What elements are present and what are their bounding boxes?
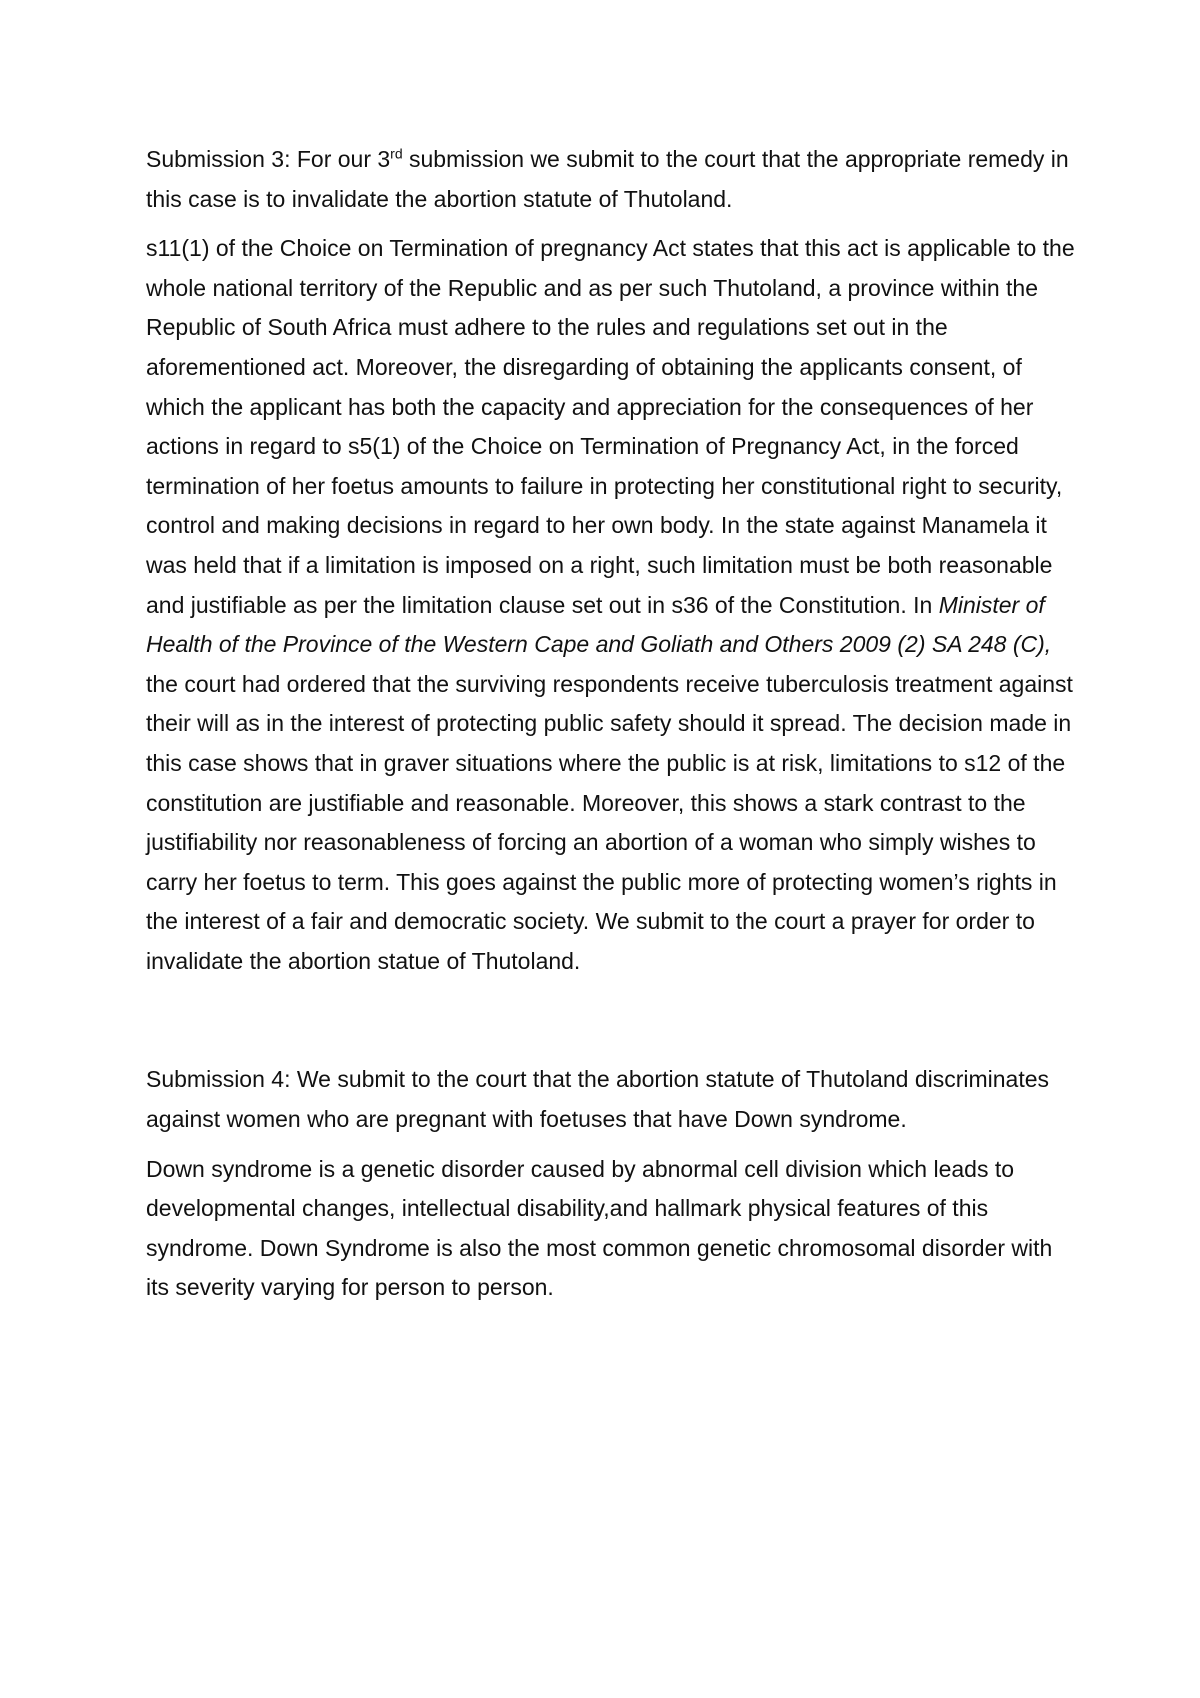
- submission-3-heading-rest: submission we submit to the court that the appropriate remedy in this case is to invalidate the abortion statute of Thutoland.: [146, 146, 1069, 212]
- submission-3-body-part2: the court had ordered that the surviving respondents receive tuberculosis treatment against their will as in the interest of protecting public safety should it spread. The decision made in this case shows that in graver situations where the public is at risk, limitations to s12 of the constitution are justifiable and reasonable. Moreover, this shows a stark contrast to the justifiability nor reasonableness of forcing an abortion of a woman who simply wishes to carry her foetus to term. This goes against the public more of protecting women’s rights in the interest of a fair and democratic society. We submit to the court a prayer for order to invalidate the abortion statue of Thutoland.: [146, 670, 1073, 974]
- submission-4-body: Down syndrome is a genetic disorder caused by abnormal cell division which leads to developmental changes, intellectual disability,and hallmark physical features of this syndrome. Down Syndrome is also the most common genetic chromosomal disorder with its severity varying for person to person.: [146, 1155, 1053, 1301]
- document-page: [146, 140, 1076, 1318]
- submission-3-body-part1: s11(1) of the Choice on Termination of pregnancy Act states that this act is applicable to the whole national territory of the Republic and as per such Thutoland, a province within the Republic of South Africa must adhere to the rules and regulations set out in the aforementioned act. Moreover, the disregarding of obtaining the applicants consent, of which the applicant has both the capacity and appreciation for the consequences of her actions in regard to s5(1) of the Choice on Termination of Pregnancy Act, in the forced termination of her foetus amounts to failure in protecting her constitutional right to security, control and making decisions in regard to her own body. In the state against Manamela it was held that if a limitation is imposed on a right, such limitation must be both reasonable and justifiable as per the limitation clause set out in s36 of the Constitution. In: [146, 235, 1075, 618]
- submission-4-heading: Submission 4: We submit to the court that the abortion statute of Thutoland discriminates against women who are pregnant with foetuses that have Down syndrome.: [146, 1066, 1050, 1133]
- case-citation: Minister of Health of the Province of the Western Cape and Goliath and Others 2009 (2) SA 248 (C),: [146, 591, 1052, 658]
- section-spacer: [146, 991, 1076, 1060]
- submission-3-heading-start: Submission 3: For our 3: [146, 146, 391, 172]
- submission-3-heading: [146, 140, 1076, 219]
- ordinal-superscript: rd: [390, 145, 403, 162]
- submission-3-body: [146, 229, 1076, 981]
